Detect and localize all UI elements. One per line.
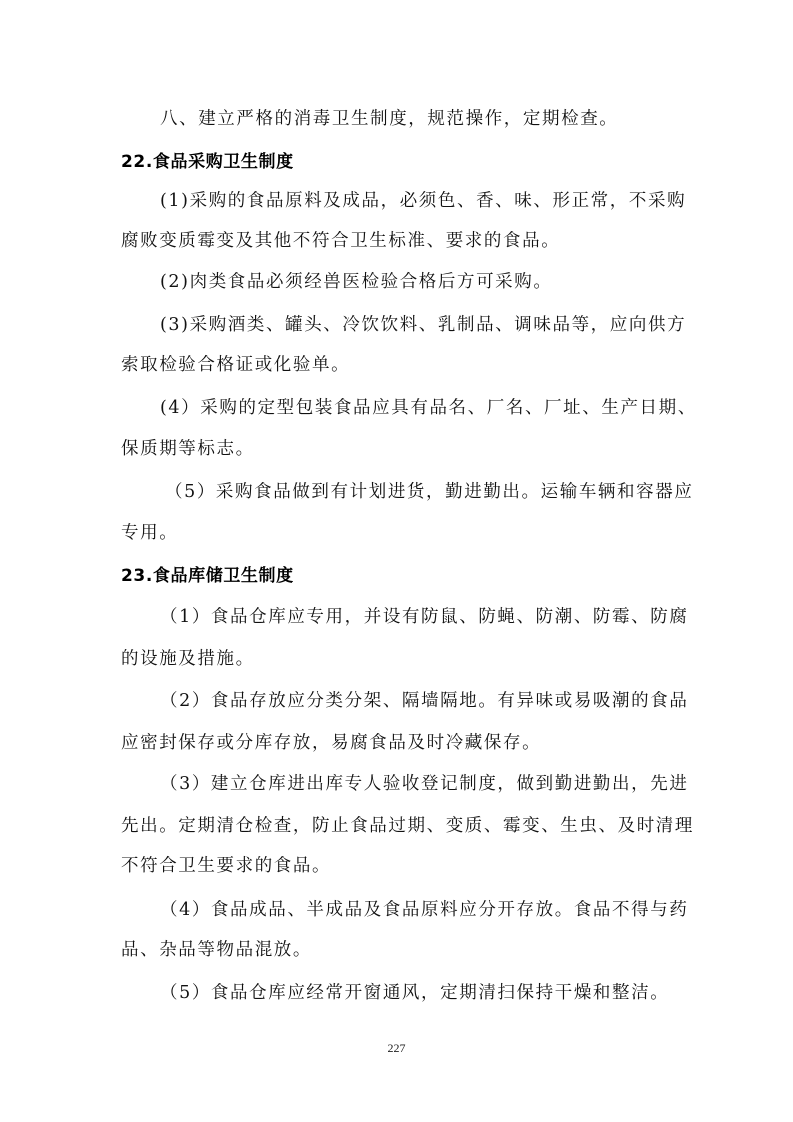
section-23-line: 应密封保存或分库存放，易腐食品及时冷藏保存。 [121, 733, 542, 753]
section-23-line: （2）食品存放应分类分架、隔墙隔地。有异味或易吸潮的食品 [160, 691, 689, 711]
section-23-line: 的设施及措施。 [121, 649, 255, 669]
intro-paragraph: 八、建立严格的消毒卫生制度，规范操作，定期检查。 [160, 109, 619, 129]
section-23-line: 品、杂品等物品混放。 [121, 940, 312, 960]
section-23-line: （3）建立仓库进出库专人验收登记制度，做到勤进勤出，先进 [160, 774, 689, 794]
section-22-line: (1)采购的食品原料及成品，必须色、香、味、形正常，不采购 [160, 191, 687, 211]
section-23-line: （1）食品仓库应专用，并设有防鼠、防蝇、防潮、防霉、防腐 [160, 607, 689, 627]
section-23-line: 不符合卫生要求的食品。 [121, 856, 332, 876]
section-23-heading: 23.食品库储卫生制度 [121, 566, 294, 586]
section-23-line: 先出。定期清仓检查，防止食品过期、变质、霉变、生虫、及时清理 [121, 816, 694, 836]
section-22-line: 腐败变质霉变及其他不符合卫生标准、要求的食品。 [121, 231, 561, 251]
section-22-line: 保质期等标志。 [121, 439, 255, 459]
section-23-line: （5）食品仓库应经常开窗通风，定期清扫保持干燥和整洁。 [160, 983, 670, 1003]
section-22-line: (3)采购酒类、罐头、冷饮饮料、乳制品、调味品等，应向供方 [160, 315, 687, 335]
section-22-line: 专用。 [121, 523, 179, 543]
section-22-line: （5）采购食品做到有计划进货，勤进勤出。运输车辆和容器应 [165, 482, 694, 502]
page-number: 227 [387, 1041, 406, 1055]
section-22-line: (4）采购的定型包装食品应具有品名、厂名、厂址、生产日期、 [160, 398, 697, 418]
section-22-heading: 22.食品采购卫生制度 [121, 152, 294, 172]
section-23-line: （4）食品成品、半成品及食品原料应分开存放。食品不得与药 [160, 900, 689, 920]
section-22-line: (2)肉类食品必须经兽医检验合格后方可采购。 [160, 272, 553, 292]
section-22-line: 索取检验合格证或化验单。 [121, 355, 351, 375]
